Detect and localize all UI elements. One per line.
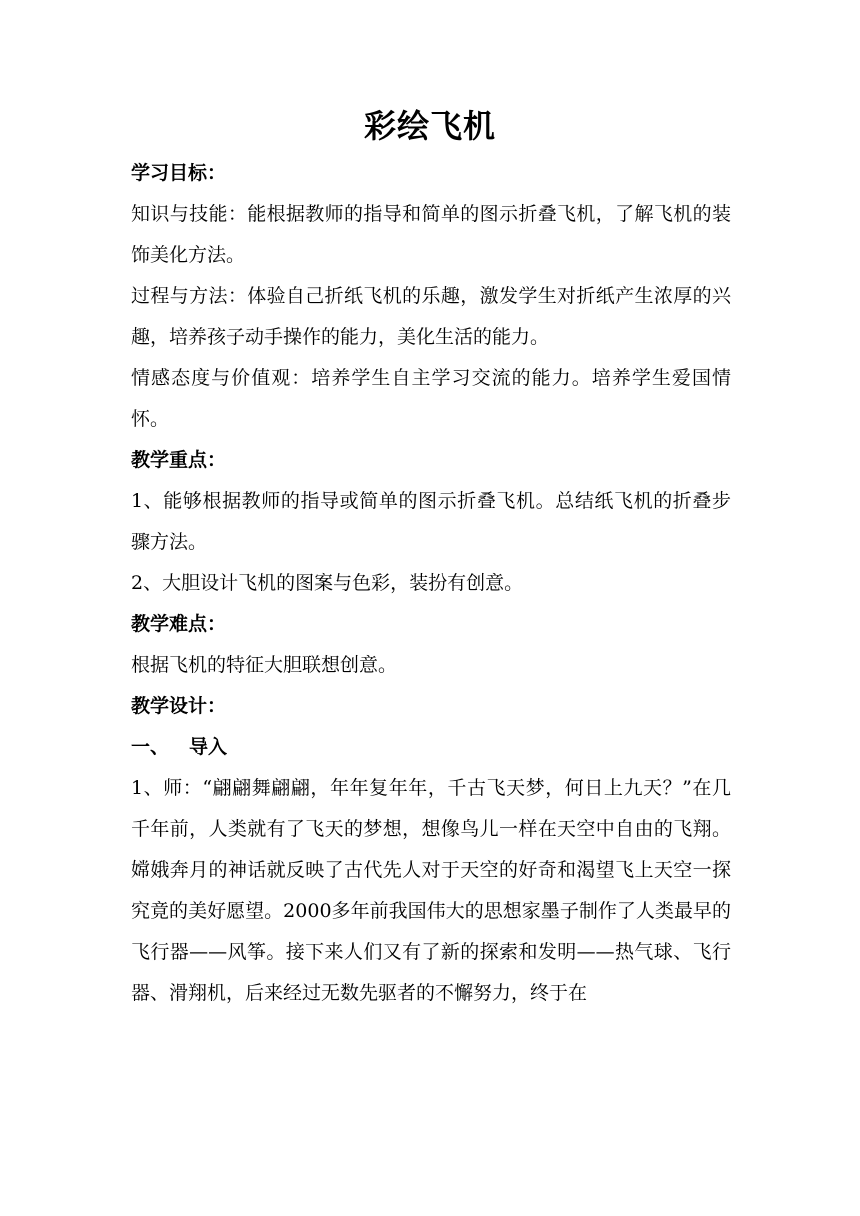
document-title: 彩绘飞机: [363, 107, 496, 145]
objective-values: 情感态度与价值观：培养学生自主学习交流的能力。培养学生爱国情怀。: [131, 367, 731, 430]
objective-knowledge: 知识与技能：能根据教师的指导和简单的图示折叠飞机，了解飞机的装饰美化方法。: [131, 203, 731, 266]
document-body: [131, 153, 731, 1014]
design-step-heading: [131, 727, 731, 768]
design-step-label: 导入: [189, 736, 228, 758]
design-heading: 教学设计：: [131, 695, 227, 717]
key-points-heading: 教学重点：: [131, 449, 227, 471]
design-step-number: 一、: [131, 736, 170, 758]
difficulties-heading: 教学难点：: [131, 613, 227, 635]
key-point-2: 2、大胆设计飞机的图案与色彩，装扮有创意。: [131, 572, 524, 594]
design-intro-paragraph: 1、师：“翩翩舞翩翩，年年复年年，千古飞天梦，何日上九天？”在几千年前，人类就有了飞天的梦想，想像鸟儿一样在天空中自由的飞翔。嫦娥奔月的神话就反映了古代先人对于天空的好奇和渴望飞上天空一探究竟的美好愿望。2000多年前我国伟大的思想家墨子制作了人类最早的飞行器——风筝。接下来人们又有了新的探索和发明——热气球、飞行器、滑翔机，后来经过无数先驱者的不懈努力，终于在: [131, 777, 731, 1004]
objective-process: 过程与方法：体验自己折纸飞机的乐趣，激发学生对折纸产生浓厚的兴趣，培养孩子动手操作的能力，美化生活的能力。: [131, 285, 731, 348]
key-point-1: 1、能够根据教师的指导或简单的图示折叠飞机。总结纸飞机的折叠步骤方法。: [131, 490, 731, 553]
objectives-heading: 学习目标：: [131, 162, 227, 184]
difficulty-1: 根据飞机的特征大胆联想创意。: [131, 654, 398, 676]
